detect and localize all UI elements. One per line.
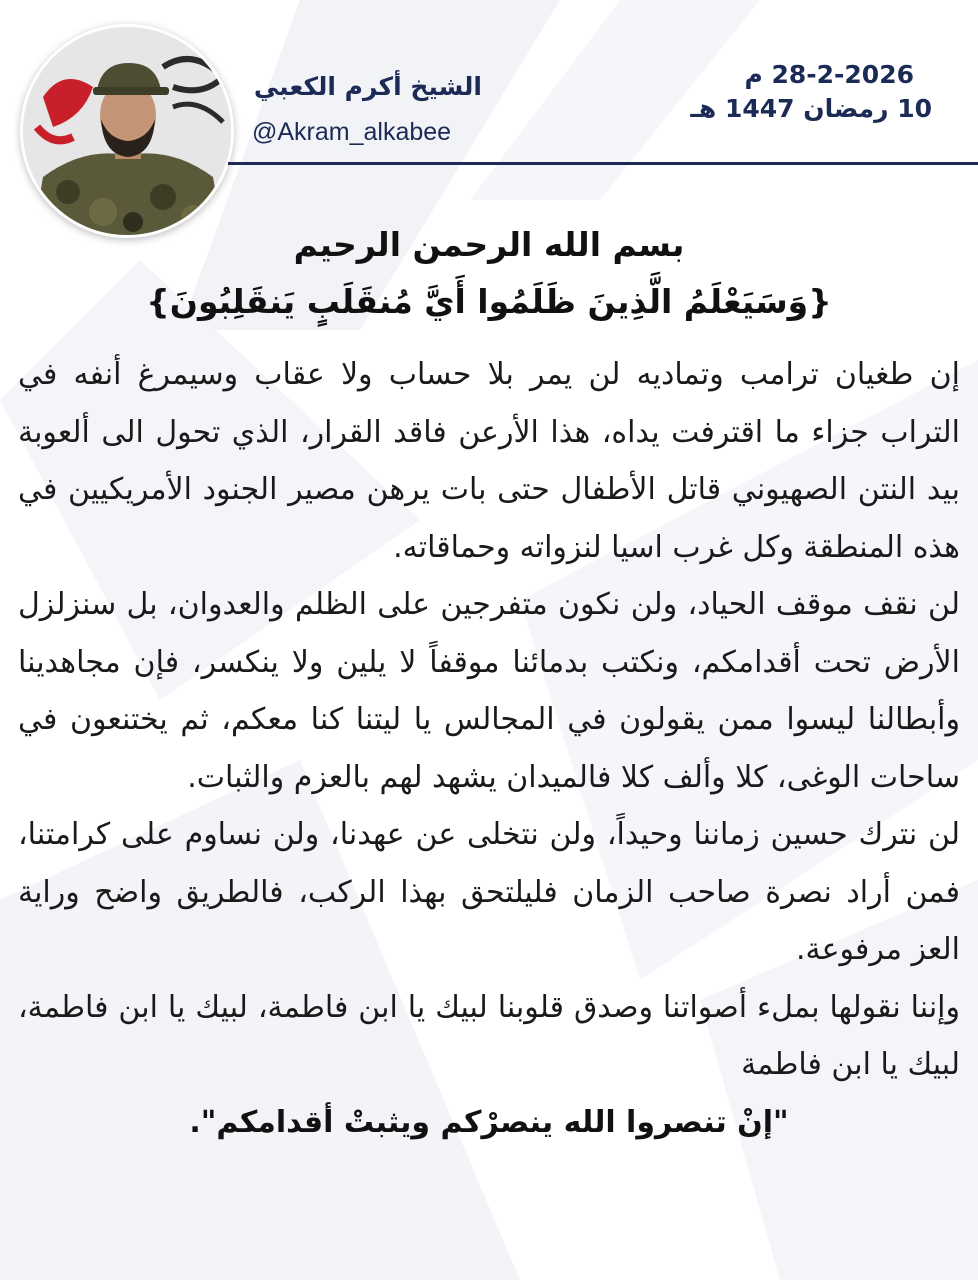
quran-verse: {وَسَيَعْلَمُ الَّذِينَ ظَلَمُوا أَيَّ مُنقَلَبٍ يَنقَلِبُونَ} [146,282,832,321]
basmala-heading: بسم الله الرحمن الرحيم [293,225,685,264]
paragraph-2: لن نقف موقف الحياد، ولن نكون متفرجين على الظلم والعدوان، بل سنزلزل الأرض تحت أقدامكم، ونكتب بدمائنا موقفاً لا يلين ولا ينكسر، فإن مجاهدينا وأبطالنا ليسوا ممن يقولون في المجالس يا ليتنا كنا معكم، ثم يختنعون في ساحات الوغى، كلا وألف كلا فالميدان يشهد لهم بالعزم والثبات. [18,587,960,795]
author-name[interactable]: الشيخ أكرم الكعبي [253,72,482,101]
paragraph-4: وإننا نقولها بملء أصواتنا وصدق قلوبنا لبيك يا ابن فاطمة، لبيك يا ابن فاطمة، لبيك يا ابن فاطمة [18,989,960,1082]
header-divider [228,162,978,165]
paragraph-1: إن طغيان ترامب وتماديه لن يمر بلا حساب ولا عقاب وسيمرغ أنفه في التراب جزاء ما اقترفت يداه، هذا الأرعن فاقد القرار، الذي تحول الى ألعوبة بيد النتن الصهيوني قاتل الأطفال حتى بات يرهن مصير الجنود الأمريكيين في هذه المنطقة وكل غرب اسيا لنزواته وحماقاته. [18,357,960,565]
post-header [0,0,978,180]
statement-text [18,346,960,1094]
paragraph-3: لن نترك حسين زماننا وحيداً، ولن نتخلى عن عهدنا، ولن نساوم على كرامتنا، فمن أراد نصرة صاحب الزمان فليلتحق بهذا الركب، فالطريق واضح وراية العز مرفوعة. [18,817,960,967]
date-hijri: 10 رمضان 1447 هـ [690,94,932,123]
avatar-portrait-icon [23,27,231,235]
statement-body [18,222,960,1151]
author-handle[interactable]: @Akram_alkabee [252,118,452,146]
date-gregorian: 28-2-2026 م [744,60,914,89]
avatar[interactable] [20,24,234,238]
closing-verse: "إنْ تنصروا الله ينصرْكم ويثبتْ أقدامكم". [189,1104,789,1140]
